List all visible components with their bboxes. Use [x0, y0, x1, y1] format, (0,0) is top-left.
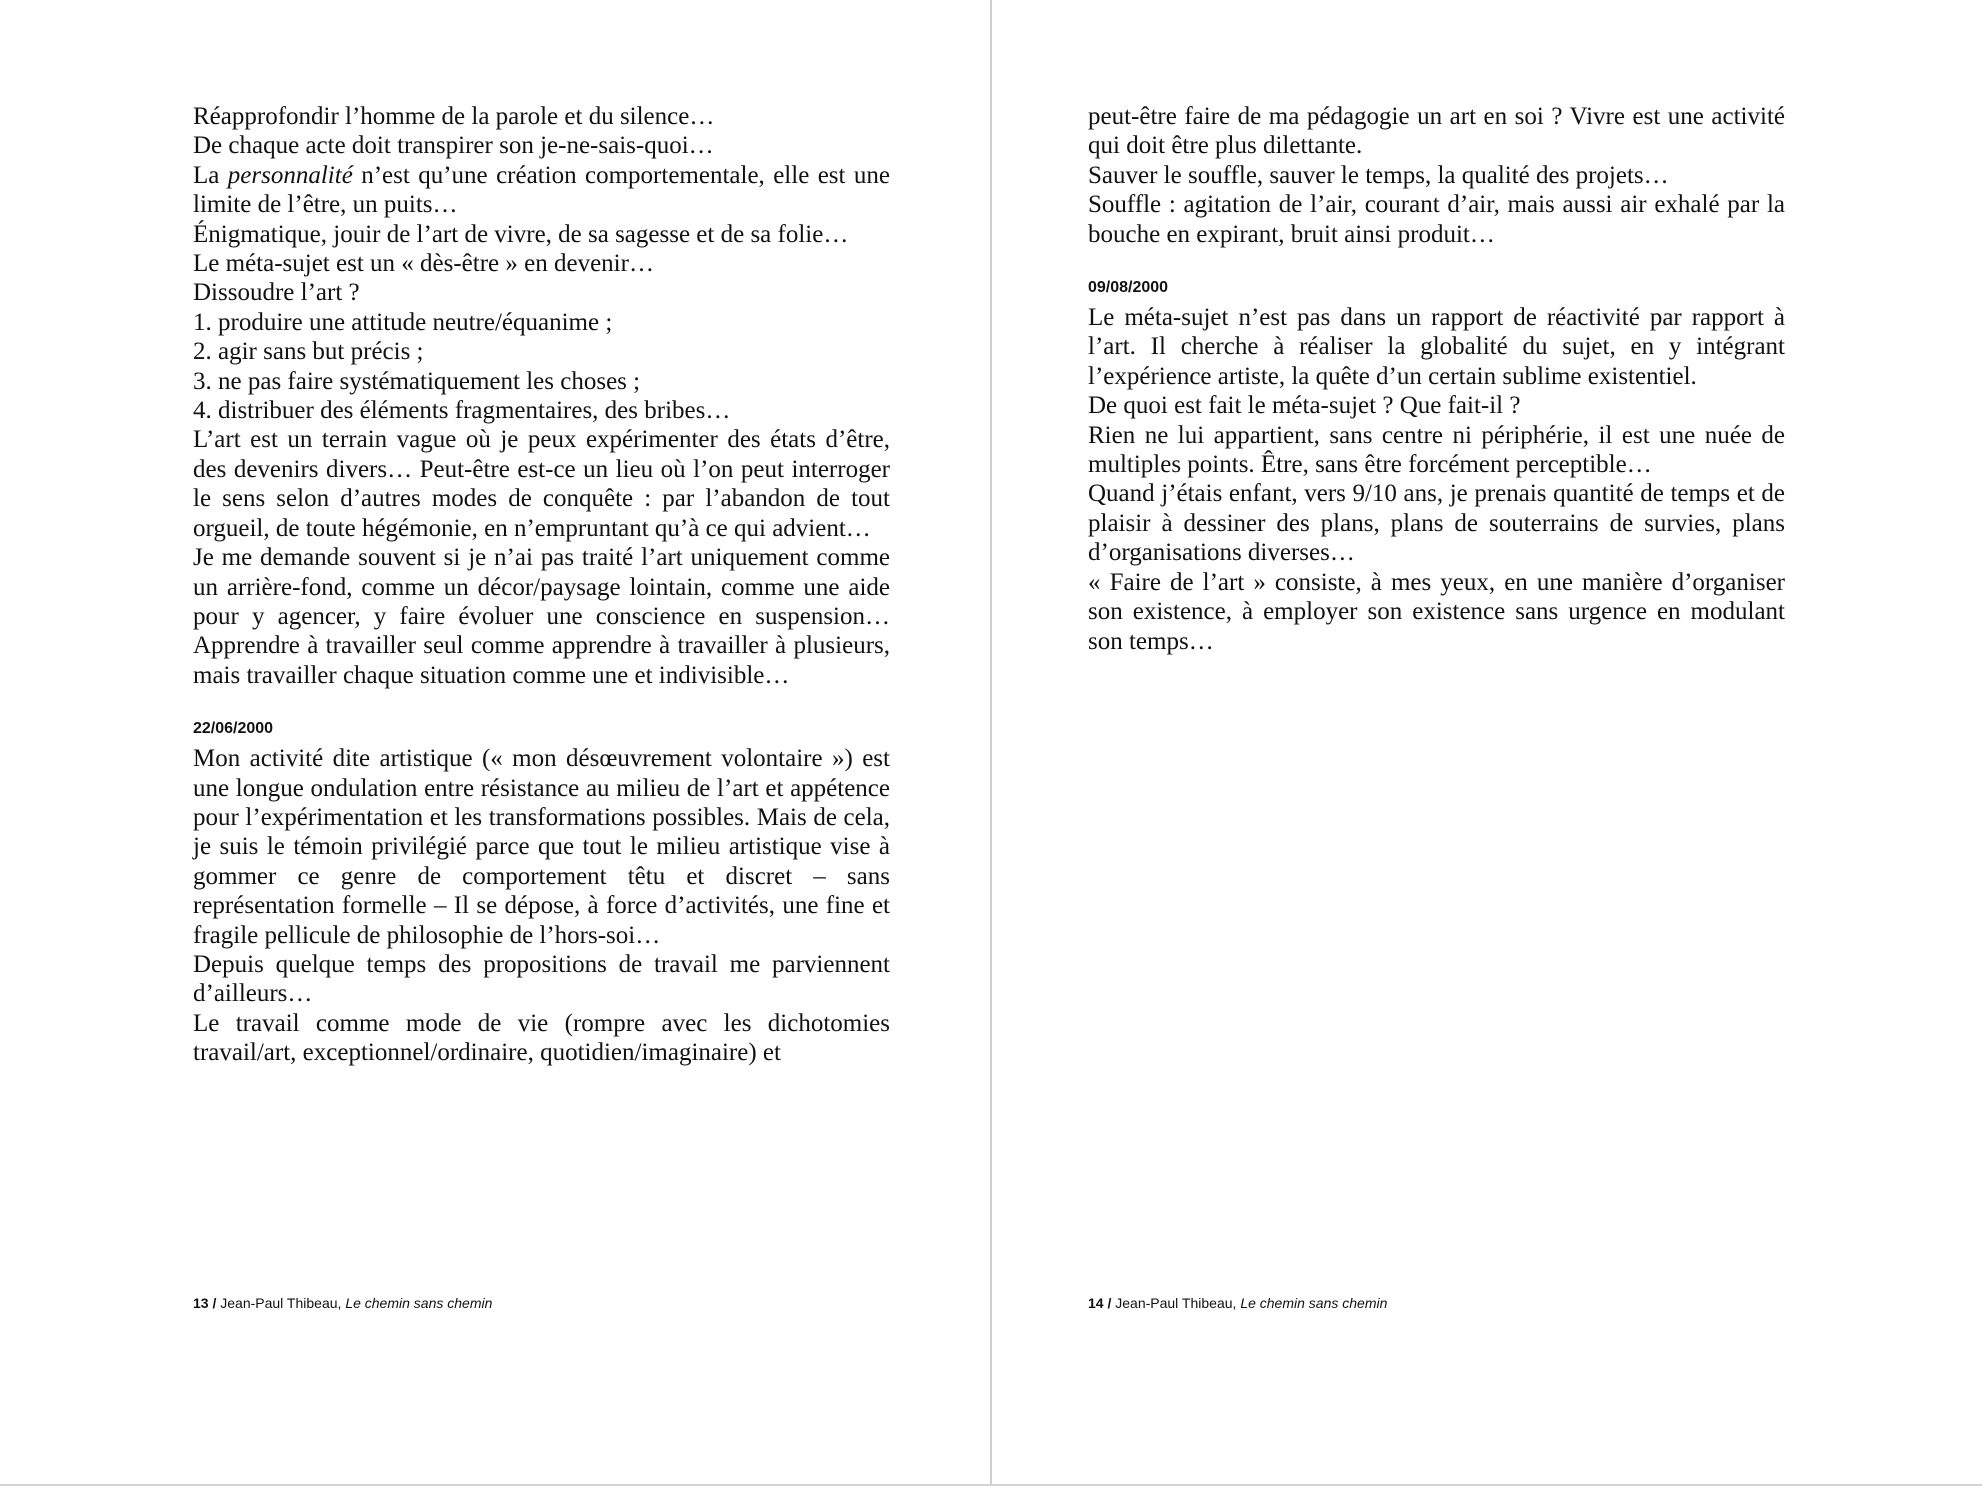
footer-separator: / [208, 1295, 221, 1311]
list-item: 3. ne pas faire systématiquement les choses ; [193, 367, 641, 395]
page-number: 14 [1088, 1295, 1104, 1311]
paragraph: Quand j’étais enfant, vers 9/10 ans, je prenais quantité de temps et de plaisir à dessiner des plans, plans de souterrains de survies, plans d’organisations diverses… [1088, 480, 1785, 567]
paragraph-personnalite [193, 161, 890, 220]
paragraph: Rien ne lui appartient, sans centre ni périphérie, il est une nuée de multiples points. Être, sans être forcément perceptible… [1088, 421, 1785, 479]
paragraph: « Faire de l’art » consiste, à mes yeux, en une manière d’organiser son existence, à employer son existence sans urgence en modulant son temps… [1088, 568, 1785, 655]
left-page-text [193, 102, 890, 1068]
text-span: n’est qu’une création comportementale, elle est une limite de l’être, un puits… [193, 161, 890, 219]
paragraph: Mon activité dite artistique (« mon désœuvrement volontaire ») est une longue ondulation entre résistance au milieu de l’art et appétence pour l’expérimentation et les transformations possibles. Mais de cela, je suis le témoin privilégié parce que tout le milieu artistique vise à gommer ce genre de comportement têtu et discret – sans représentation formelle – Il se dépose, à force d’activités, une fine et fragile pellicule de philosophie de l’hors-soi… [193, 745, 890, 949]
page-number: 13 [193, 1295, 209, 1311]
paragraph: Depuis quelque temps des propositions de travail me parviennent d’ailleurs… [193, 950, 890, 1008]
paragraph: Souffle : agitation de l’air, courant d’air, mais aussi air exhalé par la bouche en expirant, bruit ainsi produit… [1088, 191, 1785, 248]
paragraph: De chaque acte doit transpirer son je-ne-sais-quoi… [193, 132, 714, 160]
footer-author: Jean-Paul Thibeau, [1115, 1295, 1241, 1311]
left-page [0, 0, 990, 1486]
footer-author: Jean-Paul Thibeau, [220, 1295, 346, 1311]
paragraph: De quoi est fait le méta-sujet ? Que fait-il ? [1088, 392, 1521, 420]
paragraph: Je me demande souvent si je n’ai pas traité l’art uniquement comme un arrière-fond, comme un décor/paysage lointain, comme une aide pour y agencer, y faire évoluer une conscience en suspension… Apprendre à travailler seul comme apprendre à travailler à plusieurs, mais travailler chaque situation comme une et indivisible… [193, 544, 890, 689]
entry-date: 22/06/2000 [193, 720, 274, 738]
paragraph: Sauver le souffle, sauver le temps, la qualité des projets… [1088, 161, 1669, 189]
page-footer [1088, 1294, 1387, 1312]
footer-book-title: Le chemin sans chemin [345, 1295, 493, 1311]
paragraph: L’art est un terrain vague où je peux expérimenter des états d’être, des devenirs divers… Peut-être est-ce un lieu où l’on peut interroger le sens selon d’autres modes de conquête : par l’abandon de tout orgueil, de toute hégémonie, en n’empruntant qu’à ce qui advient… [193, 426, 890, 542]
right-page-text [1088, 102, 1785, 656]
list-item: 2. agir sans but précis ; [193, 338, 424, 366]
paragraph: Réapprofondir l’homme de la parole et du silence… [193, 103, 715, 130]
list-item: 1. produire une attitude neutre/équanime ; [193, 308, 613, 336]
paragraph: Le travail comme mode de vie (rompre avec les dichotomies travail/art, exceptionnel/ordinaire, quotidien/imaginaire) et [193, 1009, 890, 1067]
paragraph: Le méta-sujet n’est pas dans un rapport de réactivité par rapport à l’art. Il cherche à réaliser la globalité du sujet, en y intégrant l’expérience artiste, la quête d’un certain sublime existentiel. [1088, 304, 1785, 390]
footer-book-title: Le chemin sans chemin [1240, 1295, 1388, 1311]
page-footer [193, 1294, 492, 1312]
right-page [992, 0, 1982, 1486]
footer-separator: / [1103, 1295, 1116, 1311]
text-span: La [193, 161, 228, 189]
paragraph: Énigmatique, jouir de l’art de vivre, de sa sagesse et de sa folie… [193, 220, 849, 248]
list-item: 4. distribuer des éléments fragmentaires, des bribes… [193, 397, 731, 425]
paragraph: peut-être faire de ma pédagogie un art en soi ? Vivre est une activité qui doit être plus dilettante. [1088, 103, 1785, 160]
paragraph: Le méta-sujet est un « dès-être » en devenir… [193, 250, 654, 278]
italic-word: personnalité [227, 161, 353, 189]
paragraph: Dissoudre l’art ? [193, 279, 360, 307]
entry-date: 09/08/2000 [1088, 279, 1169, 297]
